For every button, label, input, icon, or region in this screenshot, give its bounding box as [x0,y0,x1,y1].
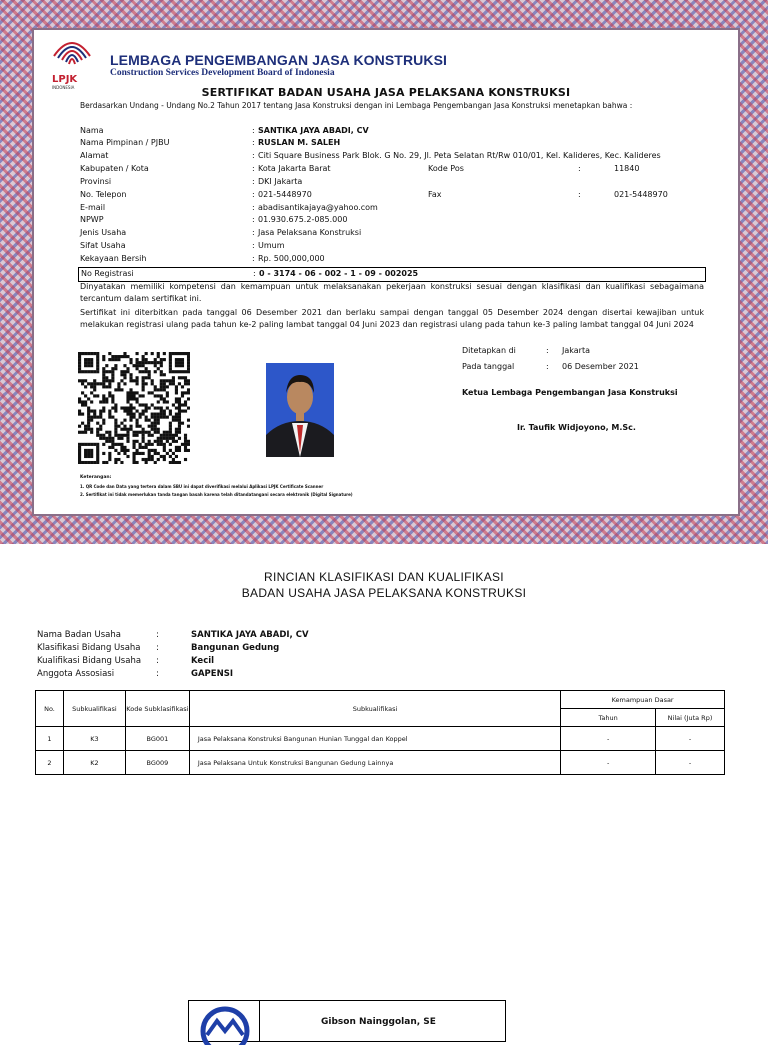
field-colon: : [252,126,255,135]
info-colon: : [156,656,159,666]
table-row [36,751,725,775]
competence-statement: Dinyatakan memiliki kompetensi dan kemampuan untuk melaksanakan pekerjaan konstruksi sesuai dengan klasifikasi dan kualifikasi sebagaimana tercantum dalam sertifikat ini. [80,282,704,303]
fax-colon: : [578,190,581,199]
field-colon: : [252,203,255,212]
field-value: Citi Square Business Park Blok. G No. 29, Jl. Peta Selatan Rt/Rw 010/01, Kel. Kalideres, Kec. Kalideres [258,151,661,160]
table-row [36,727,725,751]
field-colon: : [252,164,255,173]
kode-pos-label: Kode Pos [428,164,464,173]
field-value: Jasa Pelaksana Konstruksi [258,228,362,237]
field-value: 021-5448970 [258,190,312,199]
cell-kode: BG001 [125,727,189,751]
header-subklasifikasi: Subkualifikasi [189,691,560,727]
field-value: Rp. 500,000,000 [258,254,325,263]
field-colon: : [252,228,255,237]
cell-deskripsi: Jasa Pelaksana Konstruksi Bangunan Hunian Tunggal dan Koppel [189,727,560,751]
info-colon: : [156,630,159,640]
field-value: RUSLAN M. SALEH [258,138,341,147]
field-value: Kota Jakarta Barat [258,164,331,173]
info-label: Klasifikasi Bidang Usaha [37,643,141,653]
info-klasifikasi [37,643,280,655]
signing-colon: : [546,346,549,355]
note-item: 2. Sertifikat ini tidak memerlukan tanda tangan basah karena telah ditandatangani secara elektronik (Digital Signature) [80,492,353,497]
signing-date-value: 06 Desember 2021 [562,362,639,371]
logo-subtext: INDONESIA [52,85,75,90]
certificate-title: SERTIFIKAT BADAN USAHA JASA PELAKSANA KONSTRUKSI [201,86,571,99]
info-value: Kecil [191,656,215,666]
cell-no: 2 [36,751,64,775]
notes-title: Keterangan: [80,475,112,480]
qr-code-icon [78,352,190,464]
field-label: E-mail [80,203,106,212]
field-colon: : [252,215,255,224]
certificate [34,30,738,514]
note-item: 1. QR Code dan Data yang tertera dalam SBU ini dapat diverifikasi melalui Aplikasi LPJK Certificate Scanner [80,484,324,489]
info-nama-badan-usaha [37,630,309,642]
field-value: SANTIKA JAYA ABADI, CV [258,126,369,135]
signing-date-label: Pada tanggal [462,362,515,371]
cell-tahun: - [561,751,656,775]
field-value: 01.930.675.2-085.000 [258,215,348,224]
info-kualifikasi [37,656,215,668]
header-nilai: Nilai (Juta Rp) [656,709,725,727]
table-header-row [36,691,725,709]
field-label: No. Telepon [80,190,127,199]
cell-tahun: - [561,727,656,751]
info-value: SANTIKA JAYA ABADI, CV [191,630,309,640]
field-colon: : [252,241,255,250]
field-value: DKI Jakarta [258,177,303,186]
info-value: GAPENSI [191,669,233,679]
kode-pos-colon: : [578,164,581,173]
fax-label: Fax [428,190,442,199]
info-label: Kualifikasi Bidang Usaha [37,656,142,666]
rincian-title-1: RINCIAN KLASIFIKASI DAN KUALIFIKASI [264,570,504,584]
cell-nilai: - [656,751,725,775]
field-label: Nama Pimpinan / PJBU [80,138,170,147]
registration-number: 0 - 3174 - 06 - 002 - 1 - 09 - 002025 [259,269,419,278]
field-colon: : [252,254,255,263]
header-kode: Kode Subklasifikasi [125,691,189,727]
header-tahun: Tahun [561,709,656,727]
info-colon: : [156,669,159,679]
header-subkualifikasi: Subkualifikasi [63,691,125,727]
signature-stamp [188,1000,506,1042]
field-label: Kabupaten / Kota [80,164,149,173]
holder-photo [266,363,334,457]
fax-value: 021-5448970 [614,190,668,199]
info-asosiasi [37,669,233,681]
field-label: Nama [80,126,104,135]
klasifikasi-table [35,690,725,775]
signing-colon: : [546,362,549,371]
registration-label: No Registrasi [81,269,134,278]
field-colon: : [252,190,255,199]
cell-kode: BG009 [125,751,189,775]
field-label: Alamat [80,151,109,160]
intro-text: Berdasarkan Undang - Undang No.2 Tahun 2017 tentang Jasa Konstruksi dengan ini Lembaga Pengembangan Jasa Konstruksi menetapkan bahwa : [80,101,633,110]
org-name: LEMBAGA PENGEMBANGAN JASA KONSTRUKSI [110,52,448,68]
info-value: Bangunan Gedung [191,643,280,653]
signing-date [462,362,639,371]
field-value: Umum [258,241,285,250]
field-label: Provinsi [80,177,112,186]
stamp-divider [259,1001,260,1041]
validity-statement: Sertifikat ini diterbitkan pada tanggal 06 Desember 2021 dan berlaku sampai dengan tanggal 05 Desember 2024 dengan disertai kewajiban untuk melakukan registrasi ulang pada tahun ke-2 paling lambat tanggal 04 Juni 2023 dan registrasi ulang pada tahun ke-3 paling lambat tanggal 04 Juni 2024 [80,308,704,329]
field-value: abadisantikajaya@yahoo.com [258,203,378,212]
cell-deskripsi: Jasa Pelaksana Untuk Konstruksi Bangunan Gedung Lainnya [189,751,560,775]
field-colon: : [252,177,255,186]
header-no: No. [36,691,64,727]
stamp-signer-name: Gibson Nainggolan, SE [321,1017,436,1027]
signer-title: Ketua Lembaga Pengembangan Jasa Konstruksi [462,388,678,397]
signer-name: Ir. Taufik Widjoyono, M.Sc. [517,423,636,432]
logo-text: LPJK [52,74,78,85]
field-colon: : [252,151,255,160]
registration-colon: : [253,269,256,278]
association-logo-icon [193,1005,257,1045]
info-colon: : [156,643,159,653]
header-kemampuan: Kemampuan Dasar [561,691,725,709]
registration-box [78,267,706,282]
person-portrait-icon [266,363,334,457]
cell-subkualifikasi: K3 [63,727,125,751]
kode-pos-value: 11840 [614,164,640,173]
field-label: NPWP [80,215,104,224]
signing-place-label: Ditetapkan di [462,346,516,355]
info-label: Nama Badan Usaha [37,630,121,640]
cell-subkualifikasi: K2 [63,751,125,775]
signing-place-value: Jakarta [562,346,590,355]
cell-nilai: - [656,727,725,751]
cell-no: 1 [36,727,64,751]
info-label: Anggota Assosiasi [37,669,115,679]
field-label: Kekayaan Bersih [80,254,147,263]
field-label: Jenis Usaha [80,228,127,237]
signing-place [462,346,590,355]
org-name-en: Construction Services Development Board of Indonesia [110,68,335,78]
rincian-title-2: BADAN USAHA JASA PELAKSANA KONSTRUKSI [241,586,527,600]
field-colon: : [252,138,255,147]
field-label: Sifat Usaha [80,241,126,250]
